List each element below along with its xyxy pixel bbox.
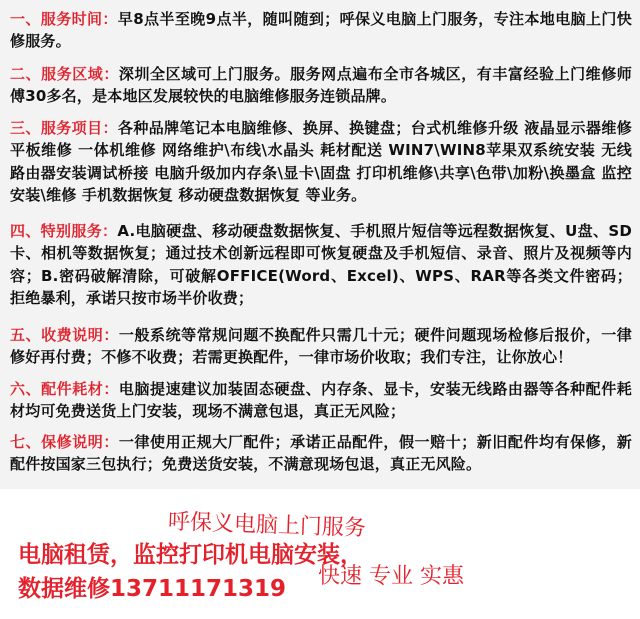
item-label: 一、服务时间： xyxy=(10,10,118,28)
handwritten-slogan: 快速 专业 实惠 xyxy=(318,564,464,589)
promo-line-phone: 数据维修13711171319 xyxy=(18,576,287,602)
item-service-scope xyxy=(10,117,632,207)
item-label: 五、收费说明： xyxy=(10,326,119,344)
item-text: 深圳全区域可上门服务。服务网点遍布全市各城区，有丰富经验上门维修师傅30多名，是本地区发展较快的电脑维修服务连锁品牌。 xyxy=(10,65,632,106)
item-label: 二、服务区域： xyxy=(10,65,119,83)
item-warranty xyxy=(10,431,632,476)
item-label: 六、配件耗材： xyxy=(10,380,119,398)
item-service-time xyxy=(10,8,632,53)
item-label: 七、保修说明： xyxy=(10,433,119,451)
item-text: A.电脑硬盘、移动硬盘数据恢复、手机照片短信等远程数据恢复、U盘、SD卡、相机等数据恢复；通过技术创新远程即可恢复硬盘及手机短信、录音、照片及视频等内容；B.密码破解清除，可破解OFFICE(Word、Excel)、WPS、RAR等各类文件密码；拒绝暴利，承诺只按市场半价收费； xyxy=(10,222,632,308)
item-text: 电脑提速建议加装固态硬盘、内存条、显卡，安装无线路由器等各种配件耗材均可免费送货上门安装，现场不满意包退，真正无风险； xyxy=(10,380,632,421)
item-text: 各种品牌笔记本电脑维修、换屏、换键盘；台式机维修升级 液晶显示器维修 平板维修 一体机维修 网络维护\布线\水晶头 耗材配送 WIN7\WIN8苹果双系统安装 无线路由器安装调试桥接 电脑升级加内存条\显卡\固盘 打印机维修\共享\色带\加粉\换墨盒 监控安装\维修 手机数据恢复 移动硬盘数据恢复 等业务。 xyxy=(10,119,632,205)
item-label: 四、特别服务： xyxy=(10,222,118,240)
item-text: 一律使用正规大厂配件；承诺正品配件，假一赔十；新旧配件均有保修，新配件按国家三包执行；免费送货安装，不满意现场包退，真正无风险。 xyxy=(10,433,632,474)
item-text: 一般系统等常规问题不换配件只需几十元；硬件问题现场检修后报价，一律修好再付费；不修不收费；若需更换配件，一律市场价收取；我们专注，让你放心！ xyxy=(10,326,632,367)
handwritten-service-title: 呼保义电脑上门服务 xyxy=(167,509,367,542)
item-special-service xyxy=(10,220,632,310)
item-parts xyxy=(10,378,632,423)
item-label: 三、服务项目： xyxy=(10,119,118,137)
item-text: 早8点半至晚9点半，随叫随到；呼保义电脑上门服务，专注本地电脑上门快修服务。 xyxy=(10,10,632,51)
promo-line-rental: 电脑租赁，监控打印机电脑安装， xyxy=(18,542,363,568)
item-service-area xyxy=(10,63,632,108)
item-pricing xyxy=(10,324,632,369)
